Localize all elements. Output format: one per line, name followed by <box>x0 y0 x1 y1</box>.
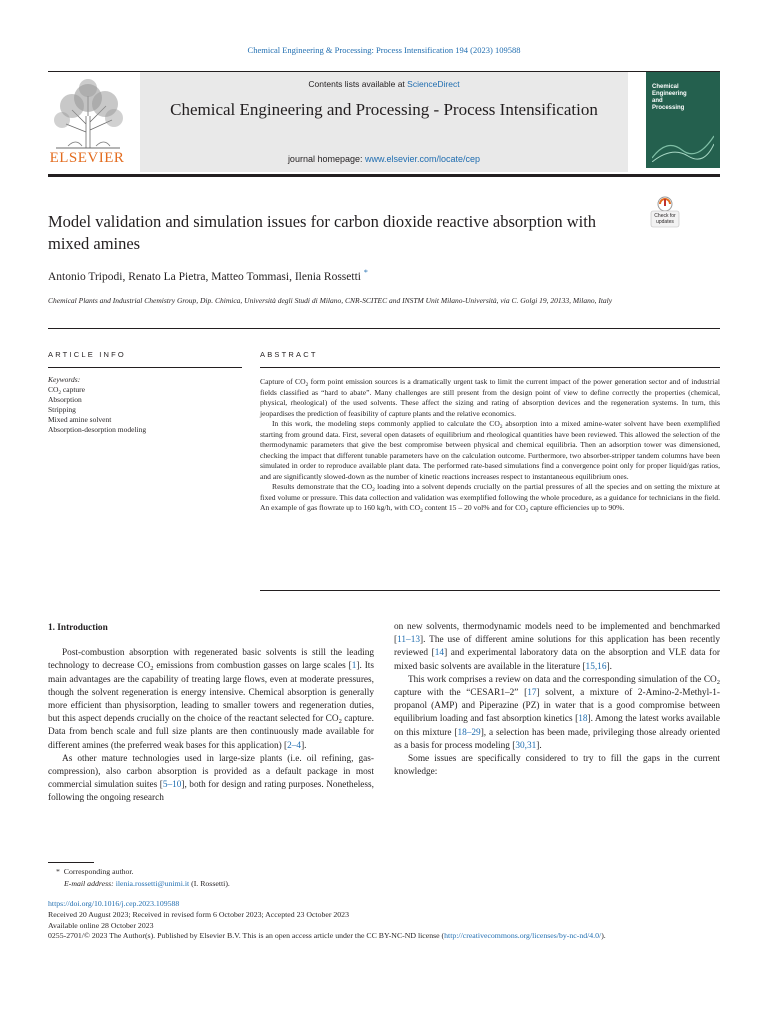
abstract-paragraph: Capture of $CO_2$ form point emission sources is a dramatically urgent task to limit the current impact of the power generation sector and of industrial fields classified as “hard to abate”. Many challenges are still present from the design point of view to define correctly the properties (chemical, physical, rheological) of the used solvents. These affect the sizing and rating of absorption devices and the regeneration systems. In turn, this jeopardises the prediction of feasibility of capture plants and the relative economics. <box>260 377 720 418</box>
journal-cover-title: Chemical Engineering and Processing <box>652 84 687 111</box>
running-header[interactable]: Chemical Engineering & Processing: Process Intensification 194 (2023) 109588 <box>247 45 521 55</box>
section-heading: 1. Introduction <box>48 623 108 633</box>
elsevier-wordmark: ELSEVIER <box>49 150 125 166</box>
online-date: Available online 28 October 2023 <box>48 920 154 930</box>
email-link[interactable]: ilenia.rossetti@unimi.it <box>115 879 190 888</box>
keywords-list <box>48 385 146 435</box>
license-line: 0255-2701/© 2023 The Author(s). Published by Elsevier B.V. This is an open access article under the CC BY-NC-ND license (http://creativecommons.org/licenses/by-nc-nd/4.0/). <box>48 931 606 941</box>
homepage-link[interactable]: www.elsevier.com/locate/cep <box>365 154 481 164</box>
masthead-bottom-rule <box>48 174 720 177</box>
keyword-item: Mixed amine solvent <box>48 415 112 424</box>
sciencedirect-link[interactable]: ScienceDirect <box>407 79 460 89</box>
license-link[interactable]: http://creativecommons.org/licenses/by-nc-nd/4.0/ <box>444 931 602 941</box>
keyword-item: Stripping <box>48 405 76 414</box>
citation-link[interactable]: 14 <box>434 648 445 659</box>
citation-link[interactable]: 30,31 <box>515 740 537 751</box>
history-dates: Received 20 August 2023; Received in revised form 6 October 2023; Accepted 23 October 2023 <box>48 909 349 919</box>
abstract-top-rule <box>260 367 720 368</box>
footnote-mark: * <box>56 867 64 876</box>
body-column-left <box>48 622 374 806</box>
body-paragraph: This work comprises a review on data and the corresponding simulation of the $CO_2$ capture with the “CESAR1–2” [17] solvent, a mixture of 2-Amino-2-Methyl-1-propanol (AMP) and Piperazine (PZ) in water that is a good compromise between equilibrium loading and fast absorption kinetics [18]. Among the latest works available on this mixture [18–29], a selection has been made, privileging those already oriented as a basis for process modeling [30,31]. <box>394 674 720 751</box>
citation-link[interactable]: 11–13 <box>397 635 421 646</box>
article-title: Model validation and simulation issues for carbon dioxide reactive absorption with mixed amines <box>48 212 597 253</box>
keyword-item: $CO_2$ capture <box>48 385 85 396</box>
cover-art-icon <box>652 128 714 162</box>
body-paragraph: Some issues are specifically considered to try to fill the gaps in the current knowledge: <box>394 754 720 778</box>
check-for-updates-label[interactable]: Check for updates <box>654 213 676 225</box>
body-paragraph: Post-combustion absorption with regenerated basic solvents is still the leading technology to decrease $CO_2$ emissions from combustion gasses on large scales [1]. Its main advantages are the capability of treating large flows, even at moderate pressures, though the solvent regeneration is energy intensive. Chemical absorption is generally more efficient than physisorption, leading to smaller towers and regeneration duties, but this aspect depends crucially on the choice of the reactant selected for $CO_2$ capture. Data from bench scale and full size plants are then continuously made available for different amines (the preferred weak bases for this application) [2–4]. <box>48 648 374 751</box>
article-info-rule <box>48 367 242 368</box>
body-paragraph: As other mature technologies used in large-size plants (i.e. oil refining, gas-compression), also carbon absorption is provided as a default package in most commercial simulation suites [5–10], both for design and rating purposes. Nonetheless, following the ongoing research <box>48 753 374 804</box>
citation-link[interactable]: 18 <box>578 714 588 725</box>
citation-link[interactable]: 17 <box>527 688 537 699</box>
affiliation: Chemical Plants and Industrial Chemistry Group, Dip. Chimica, Università degli Studi di Milano, CNR-SCITEC and INSTM Unit Milano-Università, via C. Golgi 19, 20133, Milano, Italy <box>48 296 613 305</box>
citation-link[interactable]: 2–4 <box>287 740 302 751</box>
keywords-label: Keywords: <box>48 375 81 384</box>
affiliation-rule <box>48 328 720 329</box>
abstract-paragraph: In this work, the modeling steps commonly applied to calculate the $CO_2$ absorption into a mixed amine-water solvent have been exemplified starting from ground data. First, several open datasets of equilibrium and rheological quantities have been reviewed. This allowed the selection of the thermodynamic parameters that give the best compromise between physical and chemical equilibria. Then an adsorption tower was dimensioned, checking the impact that different tunable parameters have on the calculation outcome. Furthermore, two absorber-stripper tandem columns have been simulated in order to reproduce available plant data. The performed rate-based simulations find a convergence point only for proper liquid/gas ratios, and are significantly slowed-down as the number of kinetic reactions increases respect to instantaneous equilibrium ones. <box>260 419 720 481</box>
abstract-body <box>260 377 720 514</box>
author-list: Antonio Tripodi, Renato La Pietra, Matteo Tommasi, Ilenia Rossetti * <box>48 268 368 283</box>
footnote: * Corresponding author. E-mail address: ilenia.rossetti@unimi.it (I. Rossetti). <box>56 867 230 888</box>
body-column-right <box>394 621 720 779</box>
citation-link[interactable]: 5–10 <box>162 780 182 791</box>
body-paragraph: on new solvents, thermodynamic models need to be implemented and benchmarked [11–13]. The use of different amine solutions for this application has been recently reviewed [14] and experimental laboratory data on the absorption and VLE data for mixed basic solvents are available in the literature [15,16]. <box>394 622 720 672</box>
citation-link[interactable]: 15,16 <box>585 661 607 672</box>
article-info-heading: ARTICLE INFO <box>48 350 126 359</box>
abstract-paragraph: Results demonstrate that the $CO_2$ loading into a solvent depends crucially on the partial pressures of all the species and on setting the mixture at fixed volume or pressure. This data collection and validation was exemplified following the whole procedure, as a guidance for technicians in the field. An example of gas flowrate up to 160 kg/h, with $CO_2$ content 15 – 20 vol% and for $CO_2$ capture efficiencies up to 90%. <box>260 482 720 514</box>
abstract-heading: ABSTRACT <box>260 350 318 359</box>
abstract-bottom-rule <box>260 590 720 591</box>
keyword-item: Absorption-desorption modeling <box>48 425 147 434</box>
journal-homepage: journal homepage: www.elsevier.com/locate/cep <box>287 154 481 164</box>
doi-link[interactable]: https://doi.org/10.1016/j.cep.2023.109588 <box>48 899 180 908</box>
journal-title: Chemical Engineering and Processing - Process Intensification <box>170 100 598 119</box>
citation-link[interactable]: 1 <box>351 661 357 672</box>
elsevier-tree-logo-icon <box>48 76 128 150</box>
keyword-item: Absorption <box>48 395 82 404</box>
contents-line: Contents lists available at ScienceDirect <box>308 79 460 89</box>
footnote-rule <box>48 862 94 863</box>
corresponding-author-mark[interactable]: * <box>363 268 368 277</box>
article-footer <box>48 899 720 942</box>
citation-link[interactable]: 18–29 <box>457 727 481 738</box>
